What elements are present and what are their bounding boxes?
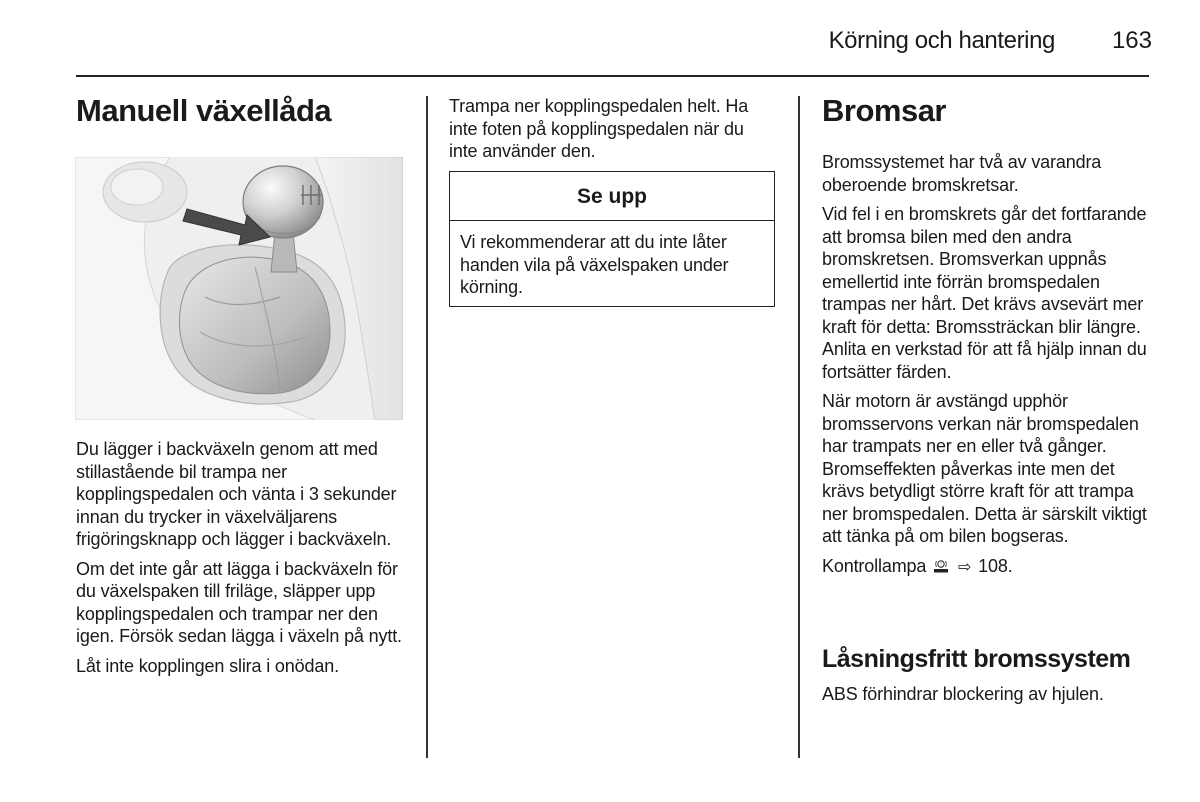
paragraph-clutch-slip: Låt inte kopplingen slira i onödan. [76,655,339,676]
right-column-body [822,151,1147,586]
section-heading-manual-gearbox: Manuell växellåda [76,93,332,128]
warning-lamp-reference [822,555,1147,580]
paragraph-reverse-gear: Du lägger i backväxeln genom att med stillastående bil trampa ner kopplingspedalen och vänta i 3 sekunder innan du trycker in växelväljarens frigöringsknapp och lägger i backväxeln. [76,439,397,549]
left-column-body [76,438,416,684]
caution-body: Vi rekommenderar att du inte låter handen vila på växelspaken under körning. [460,232,729,297]
column-divider-right [798,96,800,758]
warning-lamp-label: Kontrollampa [822,555,927,576]
clutch-intro-text: Trampa ner kopplingspedalen helt. Ha inte foten på kopplingspedalen när du inte använder den. [449,96,749,161]
svg-text:!: ! [940,561,942,567]
paragraph-neutral-retry: Om det inte går att lägga i backväxeln för du växelspaken till friläge, släpper upp kopplingspedalen och trampar ner den igen. Försök sedan lägga i växeln på nytt. [76,558,402,646]
section-heading-brakes: Bromsar [822,93,946,128]
abs-text: ABS förhindrar blockering av hjulen. [822,684,1104,704]
brake-warning-icon [933,556,949,570]
page-number: 163 [1111,27,1152,54]
page-reference-arrow-icon: ⇨ [957,558,972,576]
paragraph-brake-servo: När motorn är avstängd upphör bromsservons verkan när bromspedalen har trampats ner en eller två gånger. Bromseffekten påverkas inte men det krävs betydligt större kraft för att trampa ner bromspedalen. Detta är särskilt viktigt att tänka på om bilen bogseras. [822,391,1147,546]
column-divider-left [426,96,428,758]
running-header-title: Körning och hantering [828,27,1055,54]
subheading-abs: Låsningsfritt bromssystem [822,645,1131,673]
caution-box [449,171,775,307]
gear-lever-illustration [75,157,403,420]
caution-title: Se upp [450,172,774,221]
warning-lamp-page-ref[interactable]: 108. [978,555,1013,576]
paragraph-circuit-failure: Vid fel i en bromskrets går det fortfarande att bromsa bilen med den andra bromskretsen. Bromsverkan uppnås emellertid inte förrän bromspedalen trampas ner hårt. Det krävs avsevärt mer kraft för detta: Bromssträckan blir längre. Anlita en verkstad för att få hjälp innan du fortsätter färden. [822,204,1147,382]
paragraph-brake-circuits: Bromssystemet har två av varandra oberoende bromskretsar. [822,152,1102,195]
header-divider [76,75,1149,77]
